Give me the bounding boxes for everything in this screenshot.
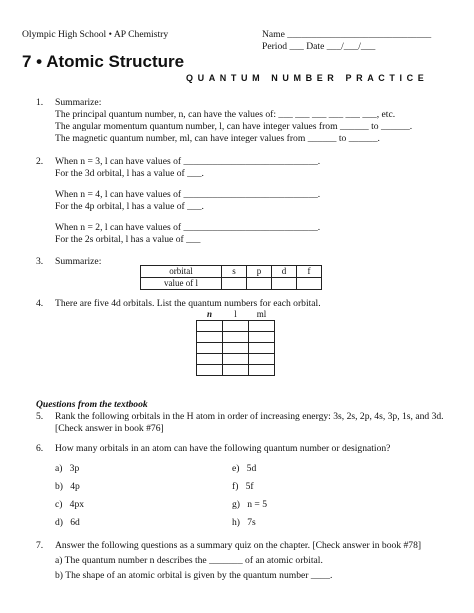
answer-cell[interactable] — [222, 278, 247, 290]
q6-item-d: d) 6d — [55, 517, 80, 528]
period-date-line[interactable]: Period ___ Date ___/___/___ — [262, 41, 376, 52]
answer-cell[interactable] — [223, 320, 249, 331]
q1-magnetic-line: The magnetic quantum number, ml, can have integer values from ______ to ______. — [55, 133, 380, 144]
table-row — [197, 331, 275, 342]
q3-label: Summarize: — [55, 256, 102, 267]
answer-cell[interactable] — [272, 278, 297, 290]
q5-number: 5. — [36, 411, 44, 422]
q7-text: Answer the following questions as a summary quiz on the chapter. [Check answer in book #78] — [55, 540, 422, 551]
q1-angular-line: The angular momentum quantum number, l, can have integer values from ______ to ______. — [55, 121, 413, 132]
q2-number: 2. — [36, 156, 44, 167]
table-row — [197, 320, 275, 331]
q2-n2-line: When n = 2, l can have values of ____________________________. — [55, 222, 321, 233]
q5-text: Rank the following orbitals in the H atom in order of increasing energy: 3s, 2s, 2p, 4s, 3p, 1s, and 3d. — [55, 411, 444, 422]
answer-cell[interactable] — [197, 364, 223, 375]
answer-cell[interactable] — [223, 342, 249, 353]
answer-cell[interactable] — [223, 353, 249, 364]
answer-cell[interactable] — [197, 320, 223, 331]
q6-number: 6. — [36, 443, 44, 454]
q6-item-c: c) 4px — [55, 499, 85, 510]
table-row — [141, 278, 322, 290]
table-header-row — [197, 309, 275, 320]
orbital-s-cell: s — [222, 266, 247, 278]
table-row — [197, 342, 275, 353]
l-header: l — [234, 309, 237, 319]
q6-item-a: a) 3p — [55, 463, 80, 474]
orbital-d-cell: d — [272, 266, 297, 278]
table-row — [141, 266, 322, 278]
answer-cell[interactable] — [249, 320, 275, 331]
answer-cell[interactable] — [223, 331, 249, 342]
q7-part-b: b) The shape of an atomic orbital is given by the quantum number ____. — [55, 570, 333, 581]
q2-n3-line: When n = 3, l can have values of ____________________________. — [55, 156, 321, 167]
answer-cell[interactable] — [223, 364, 249, 375]
answer-cell[interactable] — [249, 364, 275, 375]
school-course-label: Olympic High School • AP Chemistry — [22, 29, 169, 40]
q2-3d-line: For the 3d orbital, l has a value of ___. — [55, 168, 204, 179]
name-field-line[interactable]: Name ______________________________ — [262, 29, 432, 40]
page-subtitle: QUANTUM NUMBER PRACTICE — [186, 73, 429, 83]
answer-cell[interactable] — [197, 342, 223, 353]
answer-cell[interactable] — [197, 331, 223, 342]
q2-n4-line: When n = 4, l can have values of ____________________________. — [55, 189, 321, 200]
q6-text: How many orbitals in an atom can have the following quantum number or designation? — [55, 443, 391, 454]
page-title: 7 • Atomic Structure — [22, 52, 185, 71]
q2-4p-line: For the 4p orbital, l has a value of ___. — [55, 201, 204, 212]
orbital-value-table — [140, 265, 322, 290]
q1-label: Summarize: — [55, 97, 102, 108]
n-header: n — [206, 309, 212, 319]
q1-number: 1. — [36, 97, 44, 108]
answer-cell[interactable] — [247, 278, 272, 290]
q1-principal-line: The principal quantum number, n, can have the values of: ___ ___ ___ ___ ___ ___, etc. — [55, 109, 396, 120]
q2-2s-line: For the 2s orbital, l has a value of ___ — [55, 234, 201, 245]
q5-check: [Check answer in book #76] — [55, 423, 164, 434]
table-row — [197, 353, 275, 364]
answer-cell[interactable] — [297, 278, 322, 290]
orbital-header-cell: orbital — [141, 266, 222, 278]
q6-item-g: g) n = 5 — [232, 499, 268, 510]
ml-header: ml — [256, 309, 267, 319]
table-row — [197, 364, 275, 375]
q7-part-a: a) The quantum number n describes the _______ of an atomic orbital. — [55, 555, 323, 566]
q6-item-b: b) 4p — [55, 481, 80, 492]
value-of-l-cell: value of l — [141, 278, 222, 290]
q6-item-e: e) 5d — [232, 463, 257, 474]
q4-text: There are five 4d orbitals. List the quantum numbers for each orbital. — [55, 298, 321, 309]
answer-cell[interactable] — [249, 353, 275, 364]
orbital-p-cell: p — [247, 266, 272, 278]
q3-number: 3. — [36, 256, 44, 267]
answer-cell[interactable] — [197, 353, 223, 364]
textbook-section-heading: Questions from the textbook — [36, 399, 148, 410]
quantum-number-table — [196, 309, 275, 376]
q6-item-h: h) 7s — [232, 517, 256, 528]
q4-number: 4. — [36, 298, 44, 309]
q6-item-f: f) 5f — [232, 481, 254, 492]
answer-cell[interactable] — [249, 331, 275, 342]
q7-number: 7. — [36, 540, 44, 551]
answer-cell[interactable] — [249, 342, 275, 353]
orbital-f-cell: f — [297, 266, 322, 278]
